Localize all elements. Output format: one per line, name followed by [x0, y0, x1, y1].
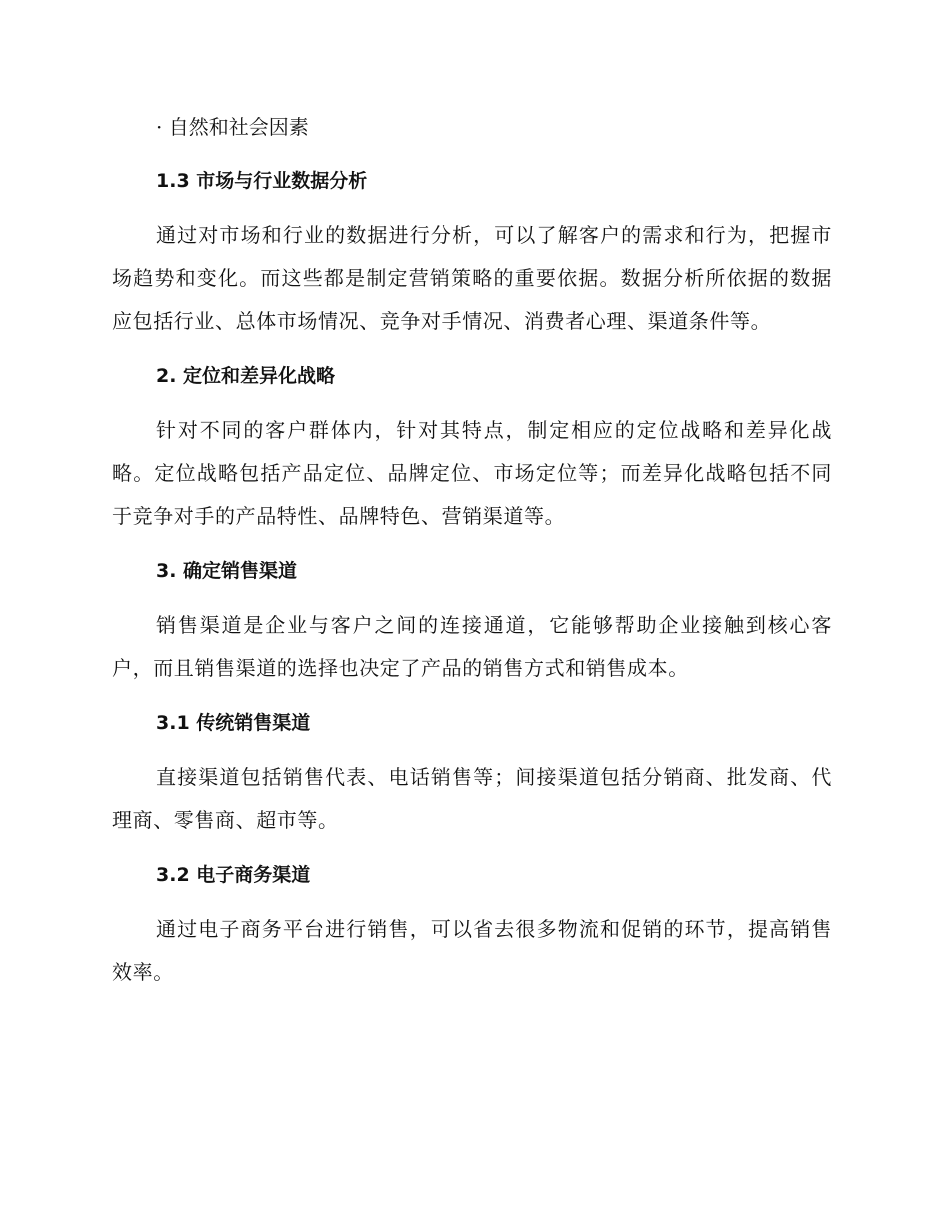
section-heading-2: 2. 定位和差异化战略 [156, 365, 336, 387]
section-heading-3-2: 3.2 电子商务渠道 [156, 864, 311, 886]
section-body-3-1: 直接渠道包括销售代表、电话销售等；间接渠道包括分销商、批发商、代理商、零售商、超市等。 [112, 765, 832, 832]
bullet-item: · 自然和社会因素 [156, 115, 309, 139]
section-body-3: 销售渠道是企业与客户之间的连接通道，它能够帮助企业接触到核心客户，而且销售渠道的选择也决定了产品的销售方式和销售成本。 [112, 613, 832, 680]
section-body-2: 针对不同的客户群体内，针对其特点，制定相应的定位战略和差异化战略。定位战略包括产品定位、品牌定位、市场定位等；而差异化战略包括不同于竞争对手的产品特性、品牌特色、营销渠道等。 [112, 418, 832, 528]
section-heading-3: 3. 确定销售渠道 [156, 560, 298, 582]
section-heading-3-1: 3.1 传统销售渠道 [156, 712, 311, 734]
document-body [112, 106, 832, 994]
section-heading-1-3: 1.3 市场与行业数据分析 [156, 170, 368, 192]
section-body-1-3: 通过对市场和行业的数据进行分析，可以了解客户的需求和行为，把握市场趋势和变化。而这些都是制定营销策略的重要依据。数据分析所依据的数据应包括行业、总体市场情况、竞争对手情况、消费者心理、渠道条件等。 [112, 223, 832, 333]
section-body-3-2: 通过电子商务平台进行销售，可以省去很多物流和促销的环节，提高销售效率。 [112, 917, 832, 984]
